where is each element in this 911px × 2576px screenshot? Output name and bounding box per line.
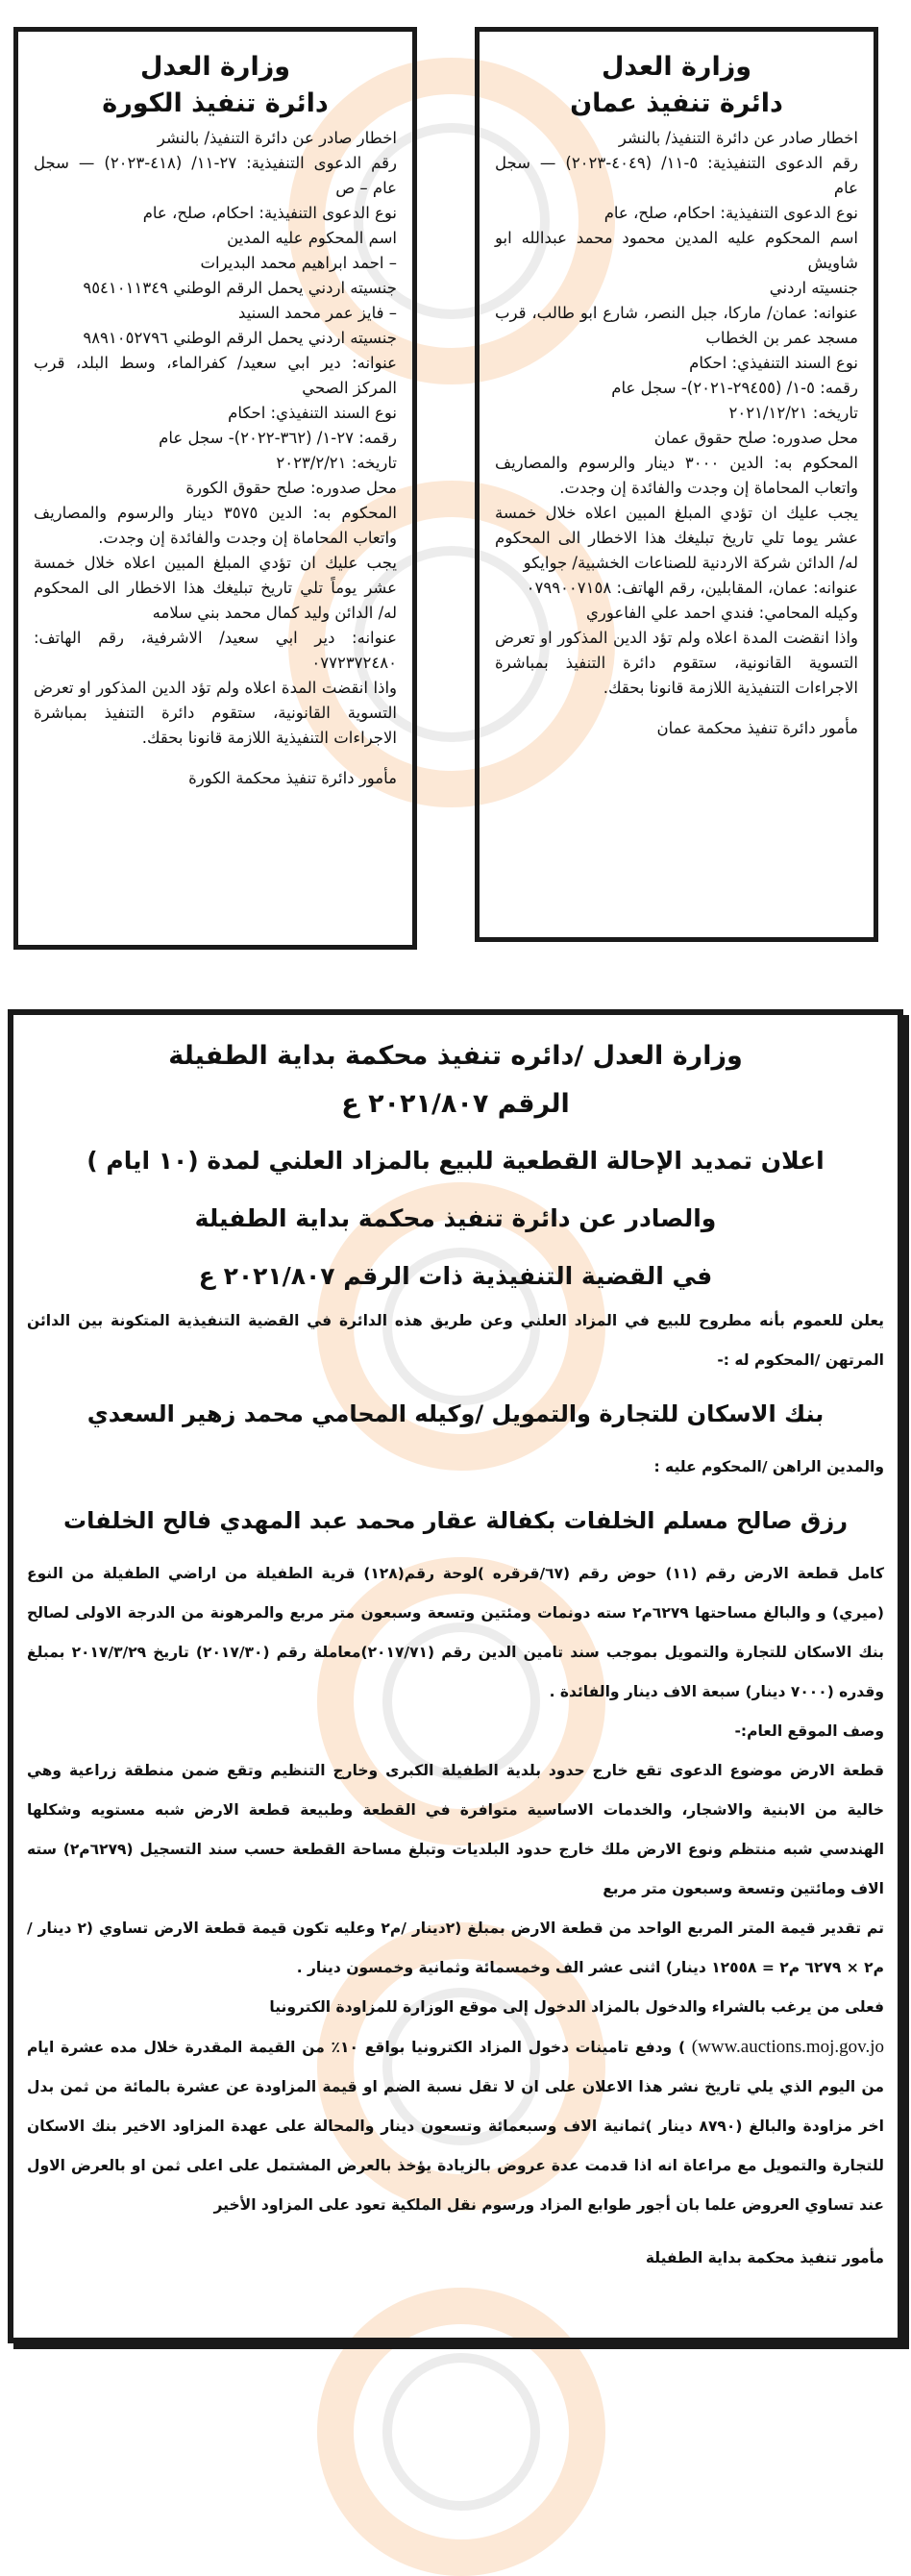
notice-tafila-auction [8, 1009, 903, 2343]
debtor-label: والمدين الراهن /المحكوم عليه : [653, 1458, 884, 1475]
ministry-title: وزارة العدل [139, 52, 291, 82]
notice-line: تاريخه: ٢٠٢١/١٢/٢١ [728, 404, 858, 422]
department-title: دائرة تنفيذ عمان [570, 88, 783, 118]
valuation-text: تم تقدير قيمة المتر المربع الواحد من قطعة الارض بمبلغ (٢دينار /م٢ وعليه تكون قيمة قطعة الارض تساوي (٢ دينار /م٢ × ٦٢٧٩ م٢ = ١٢٥٥٨ دينار) اثنى عشر الف وخمسمائة وثمانية وخمسون دينار . [27, 1920, 884, 1976]
site-label: وصف الموقع العام:- [734, 1722, 884, 1740]
notice-line: جنسيته اردني يحمل الرقم الوطني ٩٨٩١٠٥٢٧٩٦ [83, 329, 397, 347]
notice-line: وكيله المحامي: فندي احمد علي الفاعوري [585, 604, 858, 622]
notice-line: يجب عليك ان تؤدي المبلغ المبين اعلاه خلال خمسة عشر يوماً تلي تاريخ تبليغك هذا الاخطار الى المحكوم له/ الدائن وليد كمال محمد بني سلامه [34, 554, 397, 622]
intro-text: يعلن للعموم بأنه مطروح للبيع في المزاد العلني وعن طريق هذه الدائرة في القضية التنفيذية المتكونة بين الدائن المرتهن /المحكوم له :- [27, 1312, 884, 1369]
case-number: الرقم ٢٠٢١/٨٠٧ ع [341, 1089, 570, 1119]
notice-line: نوع الدعوى التنفيذية: احكام، صلح، عام [142, 204, 397, 222]
notice-line: محل صدوره: صلح حقوق عمان [653, 429, 858, 447]
notice-line: رقمه: ٥-١/ (٢٩٤٥٥-٢٠٢١)- سجل عام [611, 379, 858, 397]
ministry-title: وزارة العدل [601, 52, 752, 82]
notice-line: المحكوم به: الدين ٣٥٧٥ دينار والرسوم والمصاريف واتعاب المحاماة إن وجدت والفائدة إن وجدت. [34, 504, 398, 547]
buyers-text: فعلى من يرغب بالشراء والدخول بالمزاد الدخول إلى موقع الوزارة للمزاودة الكترونيا [269, 1998, 884, 2016]
site-description: قطعة الارض موضوع الدعوى تقع خارج حدود بلدية الطفيلة الكبرى وخارج التنظيم وتقع ضمن منطقة زراعية وهي خالية من الابنية والاشجار، والخدمات الاساسية متوافرة في القطعة وطبيعة قطعة الارض شبه مستويه وشكلها الهندسي شبه منتظم ونوع الارض ملك خارج حدود البلديات وتبلغ مساحة القطعة حسب سند التسجيل (٦٢٧٩م٢) سته الاف ومائتين وتسعة وسبعون متر مربع [27, 1762, 885, 1897]
notice-line: نوع الدعوى التنفيذية: احكام، صلح، عام [603, 204, 858, 222]
notice-line: نوع السند التنفيذي: احكام [689, 354, 858, 372]
signature: مأمور تنفيذ محكمة بداية الطفيلة [645, 2249, 884, 2266]
notice-line: اسم المحكوم عليه المدين محمود محمد عبدالله ابو شاويش [495, 229, 858, 272]
property-description: كامل قطعة الارض رقم (١١) حوض رقم (٦٧/قرقره )لوحة رقم(١٢٨) قرية الطفيلة من اراضي الطفيلة من النوع (ميري) و والبالغ مساحتها ٦٢٧٩م٢ سته دونمات ومئتين وتسعة وسبعون متر مربع والمرهونة من الدرجة الاولى لصالح بنك الاسكان للتجارة والتمويل بموجب سند تامين الدين رقم (٢٠١٧/٧١)معاملة رقم (٢٠١٧/٣٠) تاريخ ٢٠١٧/٣/٢٩ بمبلغ وقدره (٧٠٠٠ دينار) سبعة الاف دينار والفائدة . [27, 1565, 884, 1700]
notice-line: – احمد ابراهيم محمد البديرات [200, 254, 397, 272]
notice-line: المحكوم به: الدين ٣٠٠٠ دينار والرسوم والمصاريف واتعاب المحاماة إن وجدت والفائدة إن وجدت. [495, 454, 859, 497]
signature: مأمور دائرة تنفيذ محكمة الكورة [188, 769, 397, 787]
notice-line: جنسيته اردني [769, 279, 858, 297]
case-title: في القضية التنفيذية ذات الرقم ٢٠٢١/٨٠٧ ع [198, 1262, 713, 1290]
notice-koura-execution [13, 27, 417, 950]
department-title: دائرة تنفيذ الكورة [102, 88, 329, 118]
auction-title: اعلان تمديد الإحالة القطعية للبيع بالمزاد العلني لمدة (١٠ ايام ) [86, 1147, 825, 1175]
notice-line: عنوانه: عمان/ ماركا، جبل النصر، شارع ابو طالب، قرب مسجد عمر بن الخطاب [495, 304, 858, 347]
notice-line: جنسيته اردني يحمل الرقم الوطني ٩٥٤١٠١١٣٤٩ [83, 279, 397, 297]
issuer-title: والصادر عن دائرة تنفيذ محكمة بداية الطفيلة [194, 1204, 717, 1232]
creditor-name: بنك الاسكان للتجارة والتمويل /وكيله المحامي محمد زهير السعدي [86, 1400, 825, 1427]
notice-line: اخطار صادر عن دائرة التنفيذ/ بالنشر [618, 129, 858, 147]
debtor-name: رزق صالح مسلم الخلفات بكفالة عقار محمد عبد المهدي فالح الخلفات [62, 1507, 849, 1534]
notice-line: محل صدوره: صلح حقوق الكورة [185, 479, 397, 497]
notice-line: يجب عليك ان تؤدي المبلغ المبين اعلاه خلال خمسة عشر يوما تلي تاريخ تبليغك هذا الاخطار الى المحكوم له/ الدائن شركة الاردنية للصناعات الخشبية/ جوايكو [495, 504, 858, 572]
notice-line: رقم الدعوى التنفيذية: ٢٧-١١/ (٤١٨-٢٠٢٣) — سجل عام – ص [34, 154, 398, 197]
notice-line: واذا انقضت المدة اعلاه ولم تؤد الدين المذكور او تعرض التسوية القانونية، ستقوم دائرة التنفيذ بمباشرة الاجراءات التنفيذية اللازمة قانونا بحقك. [495, 629, 858, 697]
signature: مأمور دائرة تنفيذ محكمة عمان [656, 719, 858, 737]
notice-line: تاريخه: ٢٠٢٣/٢/٢١ [276, 454, 397, 472]
notice-line: عنوانه: عمان، المقابلين، رقم الهاتف: ٠٧٩٩٠٠٧١٥٨ [526, 579, 858, 597]
notice-line: – فايز عمر محمد السنيد [238, 304, 397, 322]
auction-website-link[interactable]: (www.auctions.moj.gov.jo [691, 2037, 884, 2057]
notice-line: رقمه: ٢٧-١/ (٣٦٢-٢٠٢٢)- سجل عام [159, 429, 397, 447]
terms-text [27, 2027, 884, 2225]
terms-body: ) ودفع تامينات دخول المزاد الكترونيا بواقع ١٠٪ من القيمة المقدرة خلال مده عشرة ايام من اليوم الذي يلي تاريخ نشر هذا الاعلان على ان لا تقل نسبة الضم او قيمة المزاودة عن عشرة بالمائة من ثمن بدل اخر مزاودة والبالغ (٨٧٩٠ دينار )ثمانية الاف وسبعمائة وتسعون دينار والمحالة على عهدة المزاود الاخير بنك الاسكان للتجارة والتمويل مع مراعاة انه اذا قدمت عدة عروض بالزيادة يؤخذ بالعرض المشتمل على اعلى ثمن او بالعرض الاول عند تساوي العروض علما بان أجور طوابع المزاد ورسوم نقل الملكية تعود على المزاود الأخير [27, 2039, 884, 2214]
notice-line: واذا انقضت المدة اعلاه ولم تؤد الدين المذكور او تعرض التسوية القانونية، ستقوم دائرة التنفيذ بمباشرة الاجراءات التنفيذية اللازمة قانونا بحقك. [34, 679, 397, 747]
notice-line: رقم الدعوى التنفيذية: ٥-١١/ (٤٠٤٩-٢٠٢٣) — سجل عام [495, 154, 859, 197]
ministry-heading: وزارة العدل /دائره تنفيذ محكمة بداية الطفيلة [168, 1041, 743, 1071]
notice-line: اخطار صادر عن دائرة التنفيذ/ بالنشر [157, 129, 397, 147]
notice-line: عنوانه: دير ابي سعيد/ الاشرفية، رقم الهاتف: ٠٧٧٢٣٧٢٤٨٠ [34, 629, 397, 672]
notice-line: اسم المحكوم عليه المدين [227, 229, 397, 247]
notice-line: نوع السند التنفيذي: احكام [228, 404, 397, 422]
notice-line: عنوانه: دير ابي سعيد/ كفرالماء، وسط البلد، قرب المركز الصحي [34, 354, 397, 397]
notice-amman-execution [475, 27, 878, 942]
